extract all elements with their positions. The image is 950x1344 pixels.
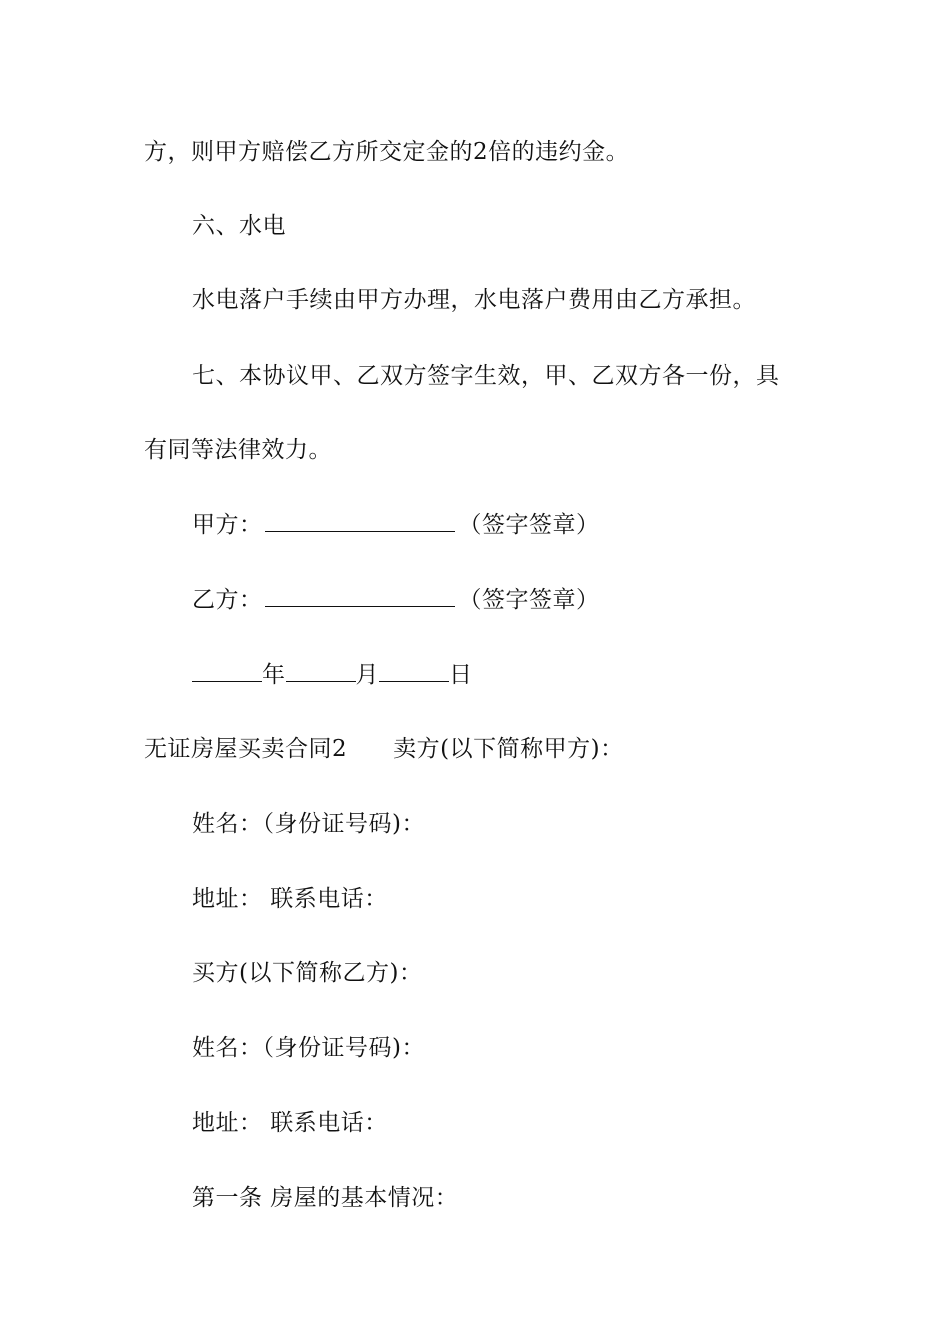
section-heading-utilities: 六、水电	[192, 213, 286, 239]
day-blank[interactable]	[379, 659, 449, 682]
party-a-signature-line	[192, 509, 600, 540]
paragraph-penalty: 方，则甲方赔偿乙方所交定金的2倍的违约金。	[144, 139, 630, 165]
buyer-address-line: 地址： 联系电话：	[192, 1110, 388, 1136]
party-b-signature-blank[interactable]	[265, 584, 455, 607]
paragraph-utilities: 水电落户手续由甲方办理，水电落户费用由乙方承担。	[192, 287, 756, 313]
article1-heading: 第一条 房屋的基本情况：	[192, 1185, 459, 1211]
buyer-name-line: 姓名：（身份证号码)：	[192, 1035, 425, 1061]
party-b-signature-line	[192, 584, 600, 615]
seller-address-line: 地址： 联系电话：	[192, 886, 388, 912]
party-a-sign-note: （签字签章）	[458, 512, 600, 538]
party-a-label: 甲方：	[192, 512, 263, 538]
buyer-intro-line: 买方(以下简称乙方)：	[192, 960, 423, 986]
paragraph-effect-line2: 有同等法律效力。	[144, 437, 332, 463]
month-blank[interactable]	[286, 659, 356, 682]
day-label: 日	[449, 662, 473, 688]
paragraph-effect-line1: 七、本协议甲、乙双方签字生效，甲、乙双方各一份，具	[192, 363, 780, 389]
seller-intro: 卖方(以下简称甲方)：	[393, 736, 624, 762]
party-a-signature-blank[interactable]	[265, 509, 455, 532]
month-label: 月	[355, 662, 379, 688]
party-b-sign-note: （签字签章）	[458, 587, 600, 613]
date-line	[192, 659, 473, 690]
contract2-heading-line	[144, 734, 624, 764]
year-blank[interactable]	[192, 659, 262, 682]
year-label: 年	[262, 662, 286, 688]
party-b-label: 乙方：	[192, 587, 263, 613]
seller-name-line: 姓名：（身份证号码)：	[192, 811, 425, 837]
contract2-title: 无证房屋买卖合同2	[144, 736, 348, 762]
